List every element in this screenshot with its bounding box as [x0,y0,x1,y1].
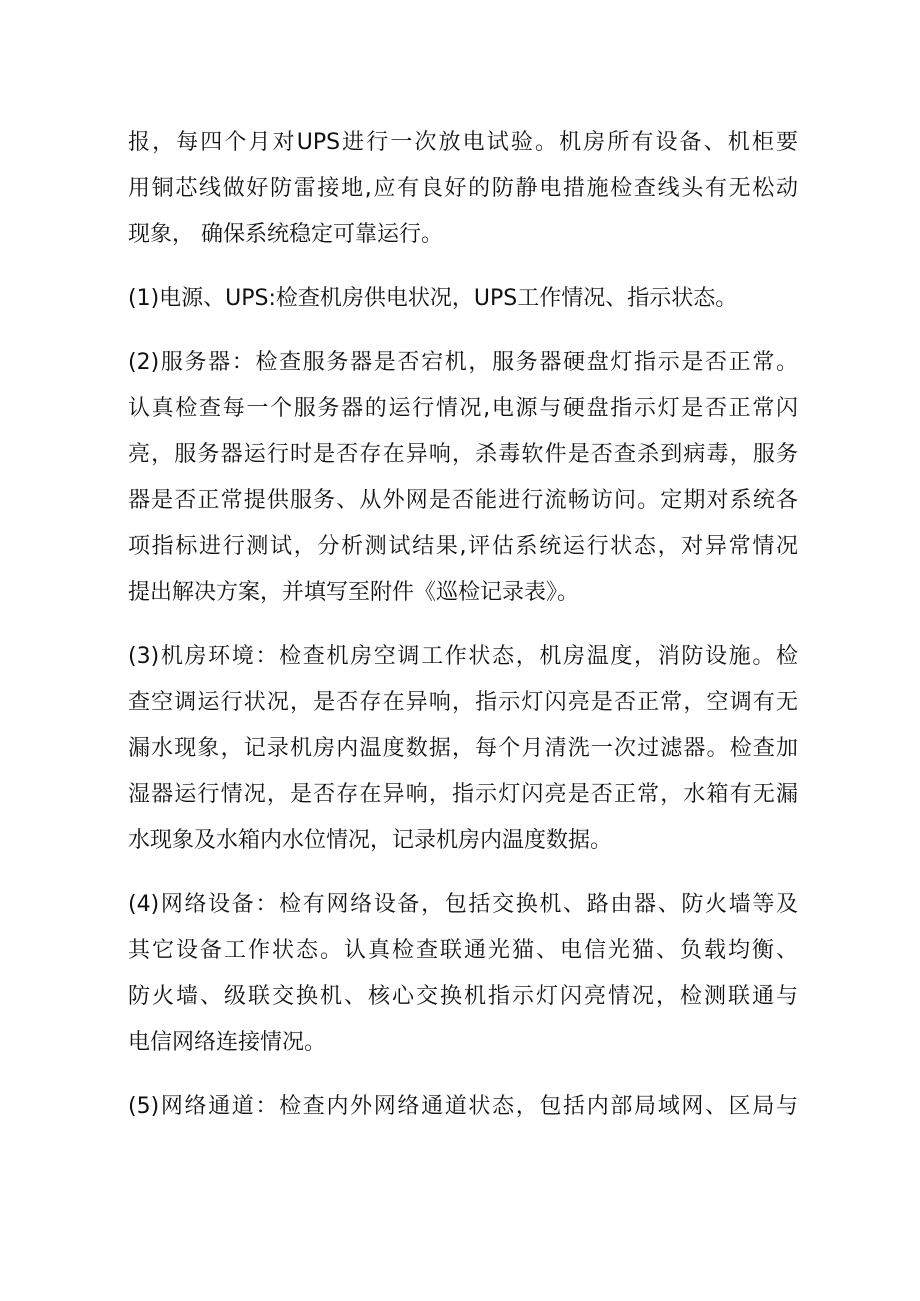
text-line: (5)网络通道：检查内外网络通道状态，包括内部局域网、区局与 [128,1094,798,1119]
text-line: 认真检查每一个服务器的运行情况,电源与硬盘指示灯是否正常闪 [128,396,798,421]
text-line: 亮，服务器运行时是否存在异响，杀毒软件是否查杀到病毒，服务 [128,442,798,467]
text-line: 湿器运行情况，是否存在异响，指示灯闪亮是否正常，水箱有无漏 [128,782,798,807]
paragraph-servers [128,340,798,616]
document-body [128,120,798,1148]
text-line: 项指标进行测试，分析测试结果,评估系统运行状态，对异常情况 [128,534,798,559]
paragraph-power-ups [128,276,798,322]
text-line: (4)网络设备：检有网络设备，包括交换机、路由器、防火墙等及 [128,892,798,917]
text-line: 提出解决方案，并填写至附件《巡检记录表》。 [128,580,580,605]
text-line: 现象， 确保系统稳定可靠运行。 [128,222,443,247]
paragraph-ups-grounding [128,120,798,258]
text-line: 电信网络连接情况。 [128,1030,327,1055]
text-line: 报，每四个月对UPS进行一次放电试验。机房所有设备、机柜要 [128,130,798,155]
text-line: (3)机房环境：检查机房空调工作状态，机房温度，消防设施。检 [128,644,798,669]
text-line: 防火墙、级联交换机、核心交换机指示灯闪亮情况，检测联通与 [128,984,798,1009]
text-line: 其它设备工作状态。认真检查联通光猫、电信光猫、负载均衡、 [128,938,798,963]
text-line: (2)服务器：检查服务器是否宕机，服务器硬盘灯指示是否正常。 [128,350,798,375]
paragraph-network-channels [128,1084,798,1130]
text-line: 查空调运行状况，是否存在异响，指示灯闪亮是否正常，空调有无 [128,690,798,715]
text-line: 器是否正常提供服务、从外网是否能进行流畅访问。定期对系统各 [128,488,798,513]
text-line: 用铜芯线做好防雷接地,应有良好的防静电措施检查线头有无松动 [128,176,798,201]
text-line: 漏水现象，记录机房内温度数据，每个月清洗一次过滤器。检查加 [128,736,798,761]
paragraph-network-devices [128,882,798,1066]
text-line: (1)电源、UPS:检查机房供电状况，UPS工作情况、指示状态。 [128,286,738,311]
paragraph-machine-room-environment [128,634,798,864]
text-line: 水现象及水箱内水位情况，记录机房内温度数据。 [128,828,613,853]
